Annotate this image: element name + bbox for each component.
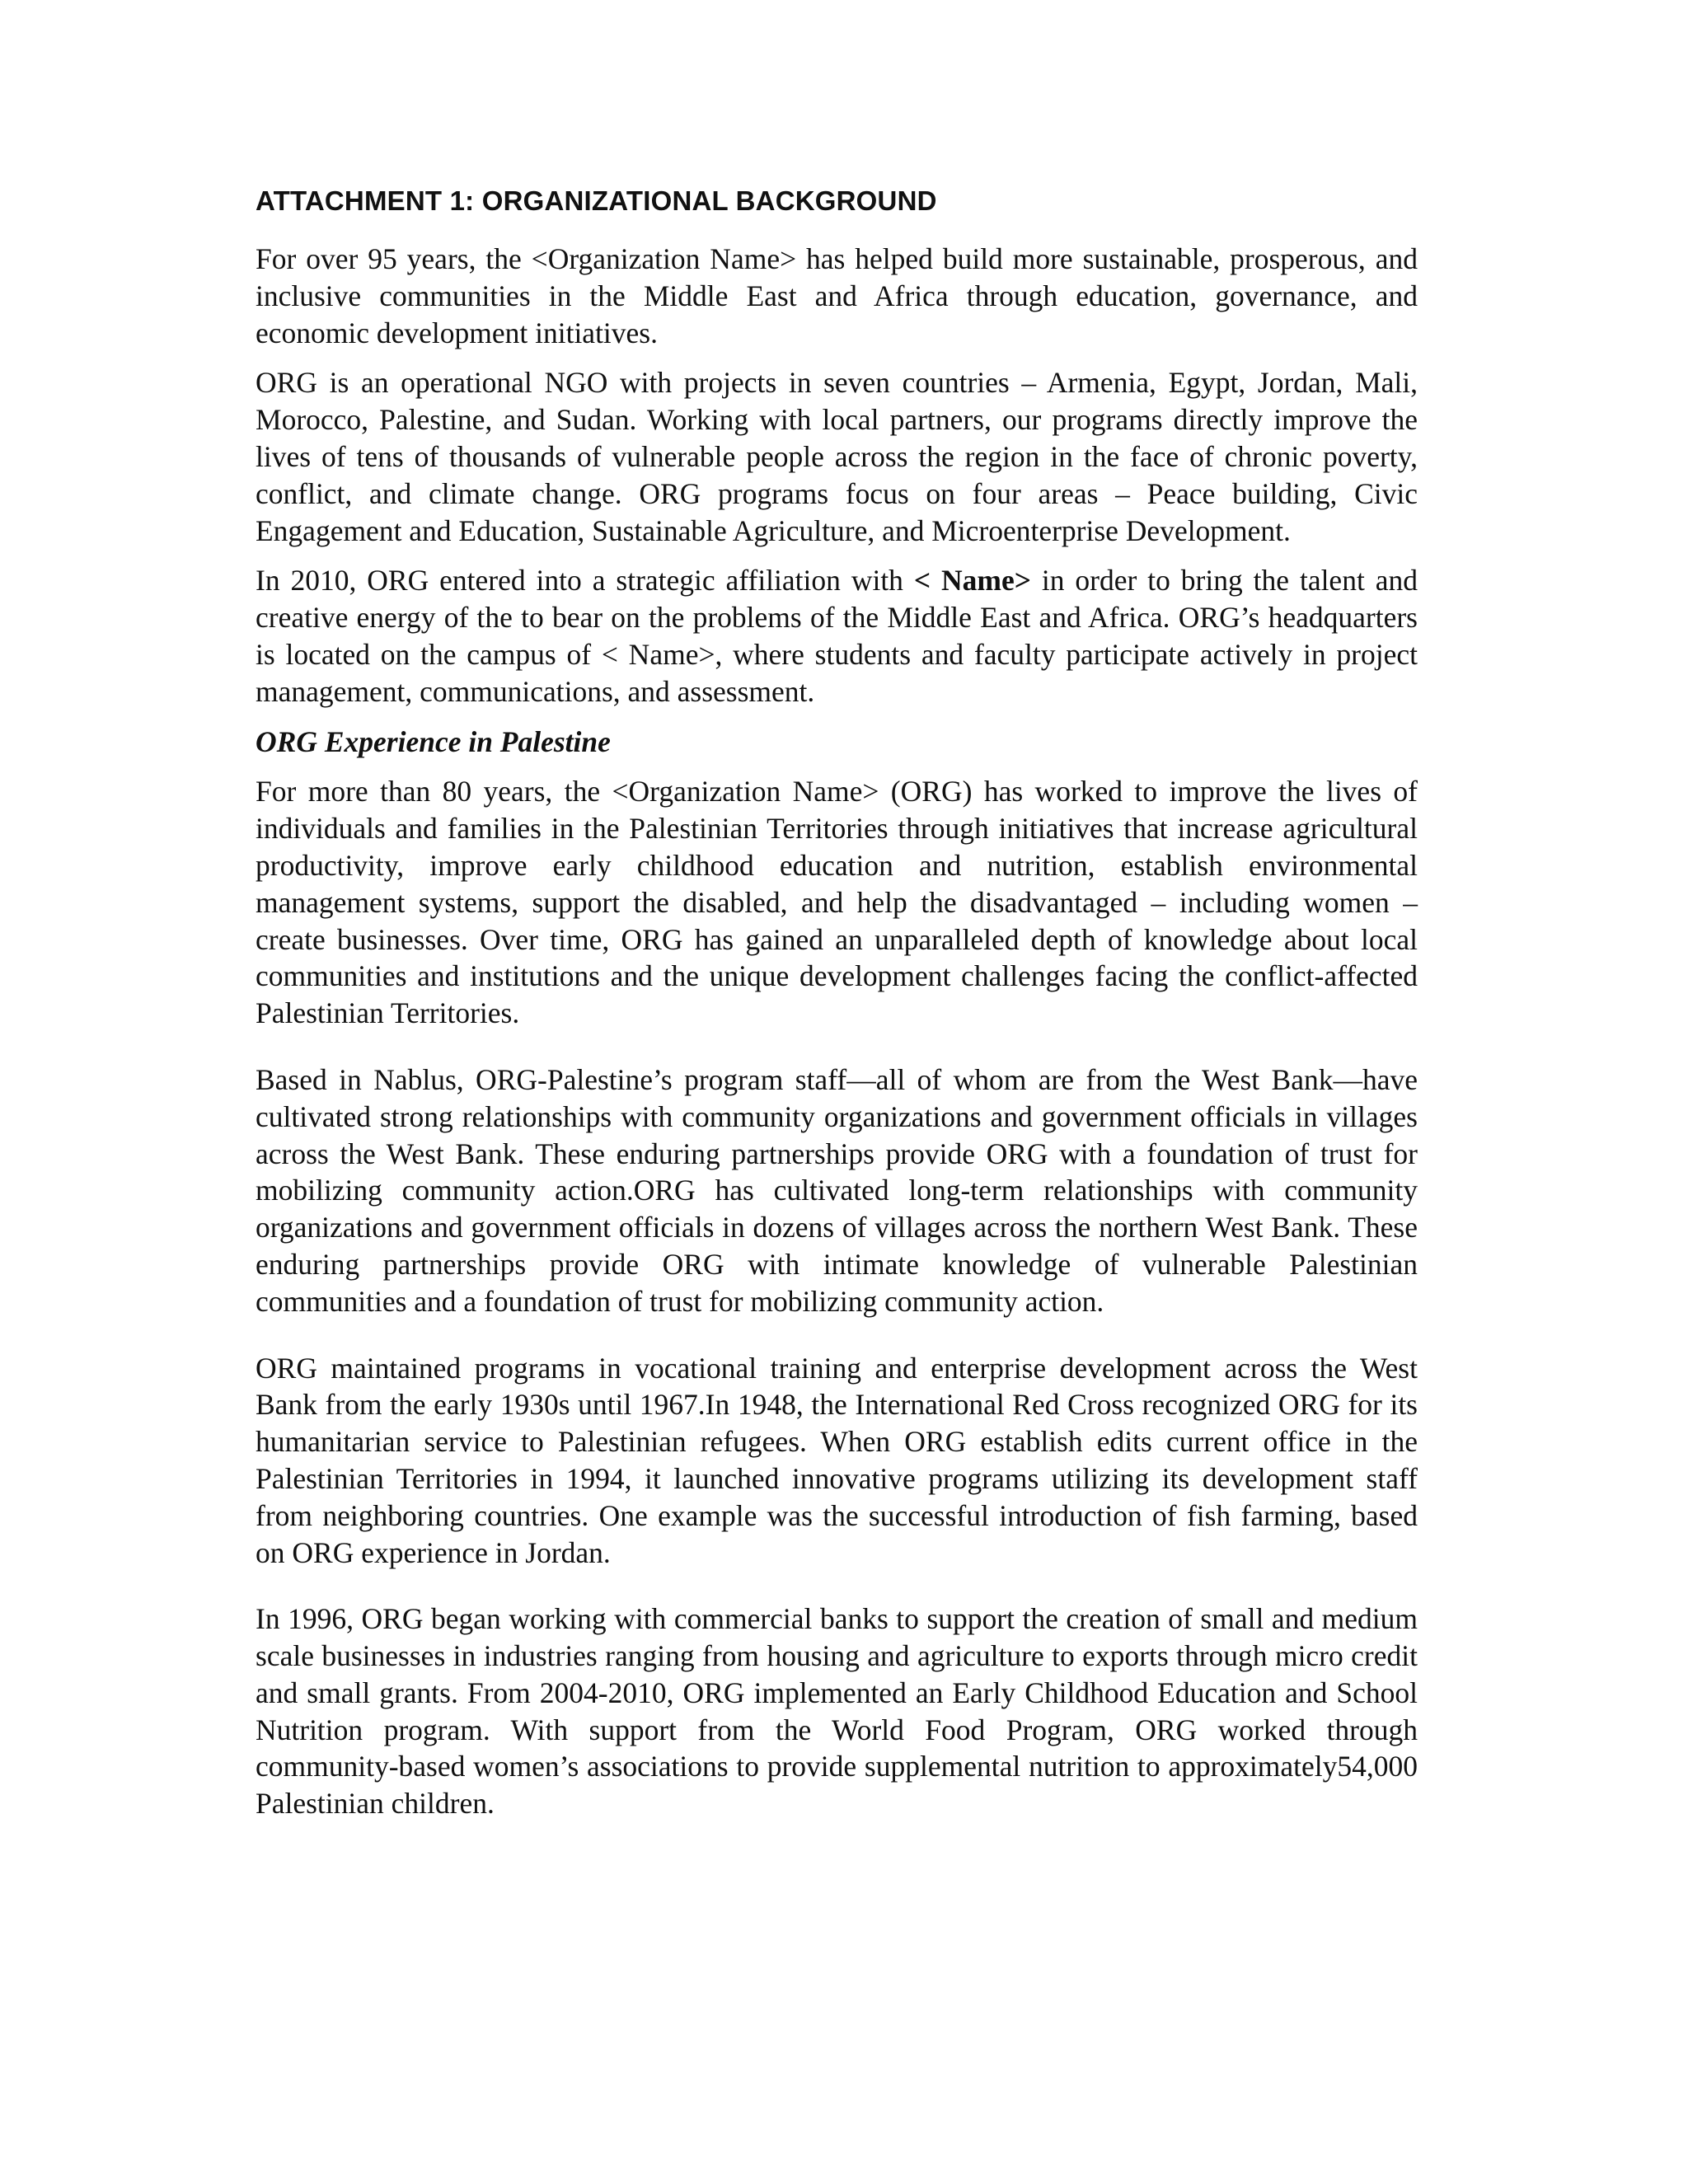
affiliation-text-end: in order to bring the talent and creative energy of the to bear on the problems of the Middle East and Africa. ORG’s headquarters is located on the campus of < Name>, where students and faculty participate actively in project management, communications, and assessment. <box>256 564 1418 708</box>
affiliation-text-start: In 2010, ORG entered into a strategic affiliation with <box>256 564 914 598</box>
affiliation-name-bold: < Name> <box>913 564 1031 598</box>
paragraph-operations: ORG is an operational NGO with projects in seven countries – Armenia, Egypt, Jordan, Mali, Morocco, Palestine, and Sudan. Working with local partners, our programs directly improve the lives of tens of thousands of vulnerable people across the region in the face of chronic poverty, conflict, and climate change. ORG programs focus on four areas – Peace building, Civic Engagement and Education, Sustainable Agriculture, and Microenterprise Development. <box>256 366 1418 547</box>
paragraph-intro: For over 95 years, the <Organization Name> has helped build more sustainable, prosperous, and inclusive communities in the Middle East and Africa through education, governance, and economic development initiatives. <box>256 242 1418 349</box>
paragraph-nablus-staff: Based in Nablus, ORG-Palestine’s program staff—all of whom are from the West Bank—have cultivated strong relationships with community organizations and government officials in villages across the West Bank. These enduring partnerships provide ORG with a foundation of trust for mobilizing community action.ORG has cultivated long-term relationships with community organizations and government officials in dozens of villages across the northern West Bank. These enduring partnerships provide ORG with intimate knowledge of vulnerable Palestinian communities and a foundation of trust for mobilizing community action. <box>256 1062 1418 1318</box>
paragraph-palestine-history: For more than 80 years, the <Organization Name> (ORG) has worked to improve the lives of individuals and families in the Palestinian Territories through initiatives that increase agricultural productivity, improve early childhood education and nutrition, establish environmental management systems, support the disabled, and help the disadvantaged – including women – create businesses. Over time, ORG has gained an unparalleled depth of knowledge about local communities and institutions and the unique development challenges facing the conflict-affected Palestinian Territories. <box>256 775 1418 1030</box>
paragraph-affiliation <box>256 562 1418 710</box>
paragraph-vocational-programs: ORG maintained programs in vocational training and enterprise development across the West Bank from the early 1930s until 1967.In 1948, the International Red Cross recognized ORG for its humanitarian service to Palestinian refugees. When ORG establish edits current office in the Palestinian Territories in 1994, it launched innovative programs utilizing its development staff from neighboring countries. One example was the successful introduction of fish farming, based on ORG experience in Jordan. <box>256 1351 1418 1569</box>
section-subheading: ORG Experience in Palestine <box>256 724 611 758</box>
paragraph-commercial-banks: In 1996, ORG began working with commercial banks to support the creation of small and medium scale businesses in industries ranging from housing and agriculture to exports through micro credit and small grants. From 2004-2010, ORG implemented an Early Childhood Education and School Nutrition program. With support from the World Food Program, ORG worked through community-based women’s associations to provide supplemental nutrition to approximately54,000 Palestinian children. <box>256 1602 1418 1821</box>
document-page <box>256 183 1418 1835</box>
document-heading: ATTACHMENT 1: ORGANIZATIONAL BACKGROUND <box>256 185 937 216</box>
